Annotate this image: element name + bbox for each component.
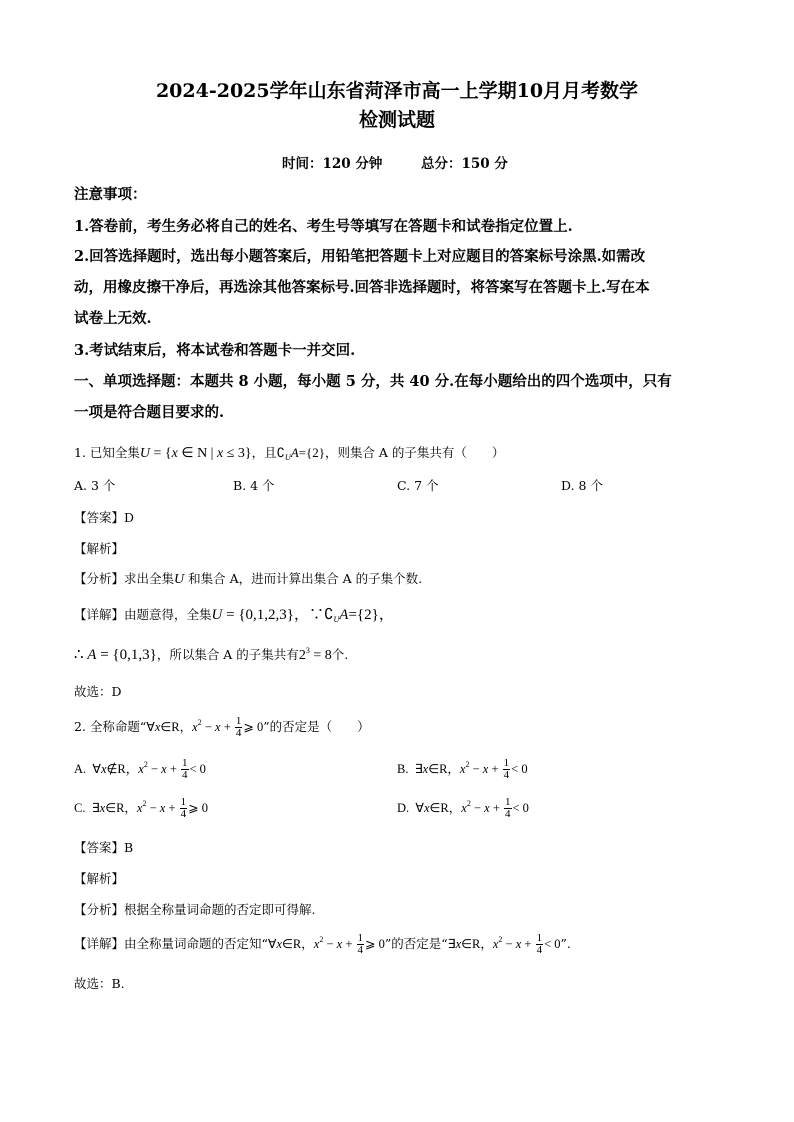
q2-fenxi: 【分析】根据全称量词命题的否定即可得解. xyxy=(74,902,316,917)
q1-option-b: B. 4 个 xyxy=(233,478,275,493)
q1-analysis-heading: 【解析】 xyxy=(74,541,125,556)
q1-stem: 1. 已知全集U = {x ∈ N | x ≤ 3}，且$∁_UA=\{2\}$，则集合 A 的子集共有（ ） xyxy=(74,445,505,462)
notice-heading: 注意事项： xyxy=(74,186,147,203)
notice-item-3: 3.考试结束后，将本试卷和答题卡一并交回. xyxy=(74,342,356,359)
q2-stem: 2. 全称命题“∀x∈R，$x^2 - x$ + $\frac{1}{4}$ ⩾ 0”的否定是（ ） xyxy=(74,715,370,739)
q2-conclusion: 故选：B. xyxy=(74,976,125,991)
q1-detail-line2: ∴ A = {0,1,3}，所以集合 A 的子集共有$2^3 = 8$个. xyxy=(74,646,349,663)
q1-conclusion: 故选：D xyxy=(74,684,122,699)
exam-title-line1: 2024-2025学年山东省菏泽市高一上学期10月月考数学 xyxy=(155,80,639,102)
q2-detail: 【详解】由全称量词命题的否定知“∀x∈R，$x^2 - x$ + $\frac{1}{4}$ ⩾ 0”的否定是“∃x∈R，$x^2 - x$ + $\frac{1}{4}$ < 0”. xyxy=(74,932,571,956)
q2-option-c: C. ∃x∈R，$x^2 - x$ + $\frac{1}{4}$ ⩾ 0 xyxy=(74,796,209,820)
q1-option-d: D. 8 个 xyxy=(561,478,603,493)
q2-option-b: B. ∃x∈R，$x^2 - x$ + $\frac{1}{4}$ < 0 xyxy=(397,757,528,781)
q2-answer: 【答案】B xyxy=(74,840,134,855)
section-heading-line2: 一项是符合题目要求的. xyxy=(74,404,225,421)
q2-option-d: D. ∀x∈R，$x^2 - x$ + $\frac{1}{4}$ < 0 xyxy=(397,796,529,820)
q1-option-c: C. 7 个 xyxy=(397,478,439,493)
notice-item-2-line1: 2.回答选择题时，选出每小题答案后，用铅笔把答题卡上对应题目的答案标号涂黑.如需改 xyxy=(74,248,646,265)
q1-universal-set-formula: U = {x ∈ N | x ≤ 3} xyxy=(139,446,252,461)
q2-option-a: A. ∀x∉R，$x^2 - x$ + $\frac{1}{4}$ < 0 xyxy=(74,757,206,781)
notice-item-2-line3: 试卷上无效. xyxy=(74,310,152,327)
q2-analysis-heading: 【解析】 xyxy=(74,871,125,886)
exam-title-line2: 检测试题 xyxy=(358,109,435,131)
q1-option-a: A. 3 个 xyxy=(74,478,116,493)
q1-detail-line1: 【详解】由题意得，全集U = {0,1,2,3}，$\because∁_UA=\{2\}$， xyxy=(74,607,394,624)
section-heading-line1: 一、单项选择题：本题共 8 小题，每小题 5 分，共 40 分.在每小题给出的四个选项中，只有 xyxy=(74,373,672,390)
exam-time: 时间：120 分钟 xyxy=(282,156,383,172)
exam-score: 总分：150 分 xyxy=(421,156,508,172)
notice-item-1: 1.答卷前，考生务必将自己的姓名、考生号等填写在答题卡和试卷指定位置上. xyxy=(74,218,573,235)
q1-complement-formula: $∁_UA=\{2\}$ xyxy=(276,445,325,462)
q1-fenxi: 【分析】求出全集U 和集合 A，进而计算出集合 A 的子集个数. xyxy=(74,571,423,587)
q1-answer: 【答案】D xyxy=(74,510,135,525)
notice-item-2-line2: 动，用橡皮擦干净后，再选涂其他答案标号.回答非选择题时，将答案写在答题卡上.写在本 xyxy=(74,279,650,296)
